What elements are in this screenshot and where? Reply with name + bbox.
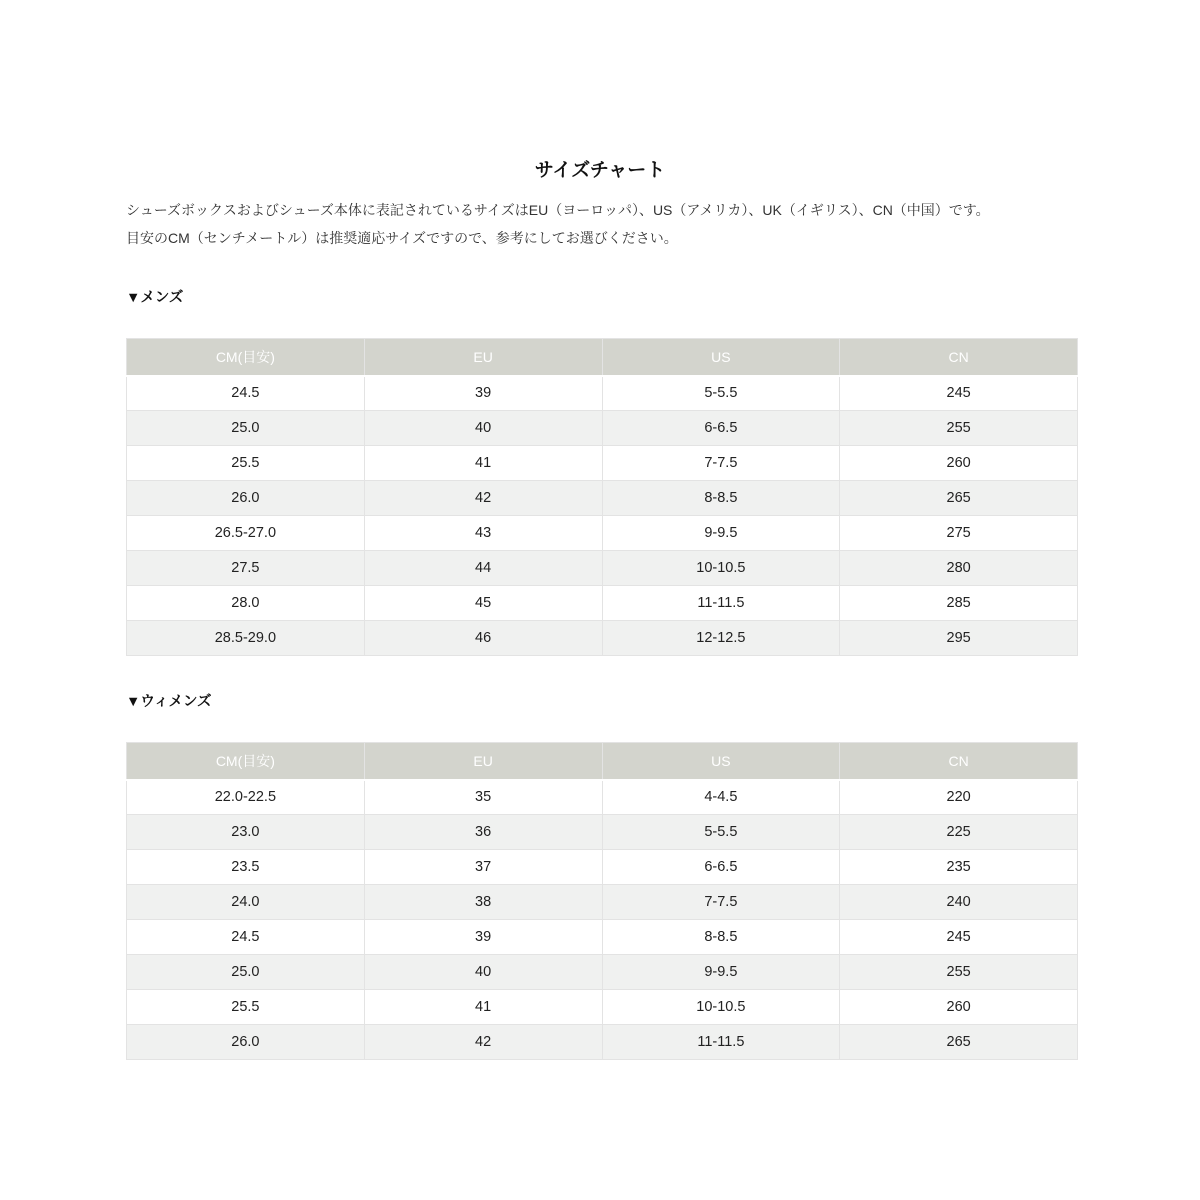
table-cell: 235 (840, 850, 1078, 885)
table-cell: 23.0 (127, 815, 365, 850)
table-row (127, 1025, 1078, 1060)
mens-size-table (126, 338, 1078, 656)
table-row (127, 850, 1078, 885)
table-cell: 220 (840, 780, 1078, 815)
womens-size-table (126, 742, 1078, 1060)
table-cell: 7-7.5 (602, 446, 840, 481)
table-cell: 5-5.5 (602, 815, 840, 850)
table-cell: 9-9.5 (602, 955, 840, 990)
table-cell: 27.5 (127, 551, 365, 586)
table-cell: 26.5-27.0 (127, 516, 365, 551)
table-cell: 245 (840, 376, 1078, 411)
table-cell: 265 (840, 481, 1078, 516)
table-row (127, 481, 1078, 516)
description (126, 196, 1086, 252)
table-cell: 24.0 (127, 885, 365, 920)
table-row (127, 955, 1078, 990)
section-label-mens: ▼メンズ (126, 290, 184, 306)
table-cell: 44 (364, 551, 602, 586)
table-cell: 40 (364, 955, 602, 990)
column-header: US (602, 339, 840, 376)
table-cell: 225 (840, 815, 1078, 850)
table-row (127, 376, 1078, 411)
column-header: US (602, 743, 840, 780)
table-row (127, 815, 1078, 850)
table-cell: 28.0 (127, 586, 365, 621)
table-cell: 295 (840, 621, 1078, 656)
section-label-womens: ▼ウィメンズ (126, 694, 212, 710)
table-cell: 8-8.5 (602, 481, 840, 516)
table-cell: 10-10.5 (602, 990, 840, 1025)
table-cell: 11-11.5 (602, 1025, 840, 1060)
table-cell: 265 (840, 1025, 1078, 1060)
table-cell: 280 (840, 551, 1078, 586)
table-row (127, 990, 1078, 1025)
table-cell: 26.0 (127, 481, 365, 516)
table-cell: 6-6.5 (602, 411, 840, 446)
description-line-2: 目安のCM（センチメートル）は推奨適応サイズですので、参考にしてお選びください。 (126, 230, 678, 246)
column-header: CM(目安) (127, 339, 365, 376)
table-cell: 240 (840, 885, 1078, 920)
table-row (127, 920, 1078, 955)
table-cell: 9-9.5 (602, 516, 840, 551)
table-row (127, 446, 1078, 481)
table-cell: 41 (364, 446, 602, 481)
table-header-row (127, 339, 1078, 376)
table-cell: 5-5.5 (602, 376, 840, 411)
table-cell: 38 (364, 885, 602, 920)
table-row (127, 885, 1078, 920)
table-cell: 12-12.5 (602, 621, 840, 656)
table-cell: 37 (364, 850, 602, 885)
table-cell: 25.5 (127, 990, 365, 1025)
table-cell: 23.5 (127, 850, 365, 885)
table-cell: 7-7.5 (602, 885, 840, 920)
table-cell: 255 (840, 955, 1078, 990)
table-cell: 11-11.5 (602, 586, 840, 621)
table-cell: 41 (364, 990, 602, 1025)
table-cell: 245 (840, 920, 1078, 955)
table-cell: 25.0 (127, 955, 365, 990)
column-header: CN (840, 339, 1078, 376)
table-row (127, 586, 1078, 621)
column-header: EU (364, 743, 602, 780)
table-cell: 260 (840, 990, 1078, 1025)
table-cell: 10-10.5 (602, 551, 840, 586)
column-header: CM(目安) (127, 743, 365, 780)
table-header-row (127, 743, 1078, 780)
table-cell: 4-4.5 (602, 780, 840, 815)
table-cell: 46 (364, 621, 602, 656)
table-cell: 25.0 (127, 411, 365, 446)
table-cell: 39 (364, 920, 602, 955)
table-cell: 43 (364, 516, 602, 551)
table-cell: 40 (364, 411, 602, 446)
table-cell: 26.0 (127, 1025, 365, 1060)
table-cell: 42 (364, 1025, 602, 1060)
table-cell: 36 (364, 815, 602, 850)
column-header: CN (840, 743, 1078, 780)
table-cell: 285 (840, 586, 1078, 621)
table-row (127, 621, 1078, 656)
table-row (127, 551, 1078, 586)
table-row (127, 411, 1078, 446)
page-title: サイズチャート (534, 160, 666, 181)
table-cell: 42 (364, 481, 602, 516)
table-cell: 275 (840, 516, 1078, 551)
table-cell: 6-6.5 (602, 850, 840, 885)
table-cell: 28.5-29.0 (127, 621, 365, 656)
table-cell: 22.0-22.5 (127, 780, 365, 815)
column-header: EU (364, 339, 602, 376)
table-cell: 24.5 (127, 376, 365, 411)
table-cell: 24.5 (127, 920, 365, 955)
table-cell: 260 (840, 446, 1078, 481)
table-row (127, 780, 1078, 815)
table-cell: 25.5 (127, 446, 365, 481)
table-row (127, 516, 1078, 551)
table-cell: 8-8.5 (602, 920, 840, 955)
table-cell: 45 (364, 586, 602, 621)
table-cell: 35 (364, 780, 602, 815)
description-line-1: シューズボックスおよびシューズ本体に表記されているサイズはEU（ヨーロッパ）、US（アメリカ）、UK（イギリス）、CN（中国）です。 (126, 202, 990, 218)
table-cell: 39 (364, 376, 602, 411)
table-cell: 255 (840, 411, 1078, 446)
